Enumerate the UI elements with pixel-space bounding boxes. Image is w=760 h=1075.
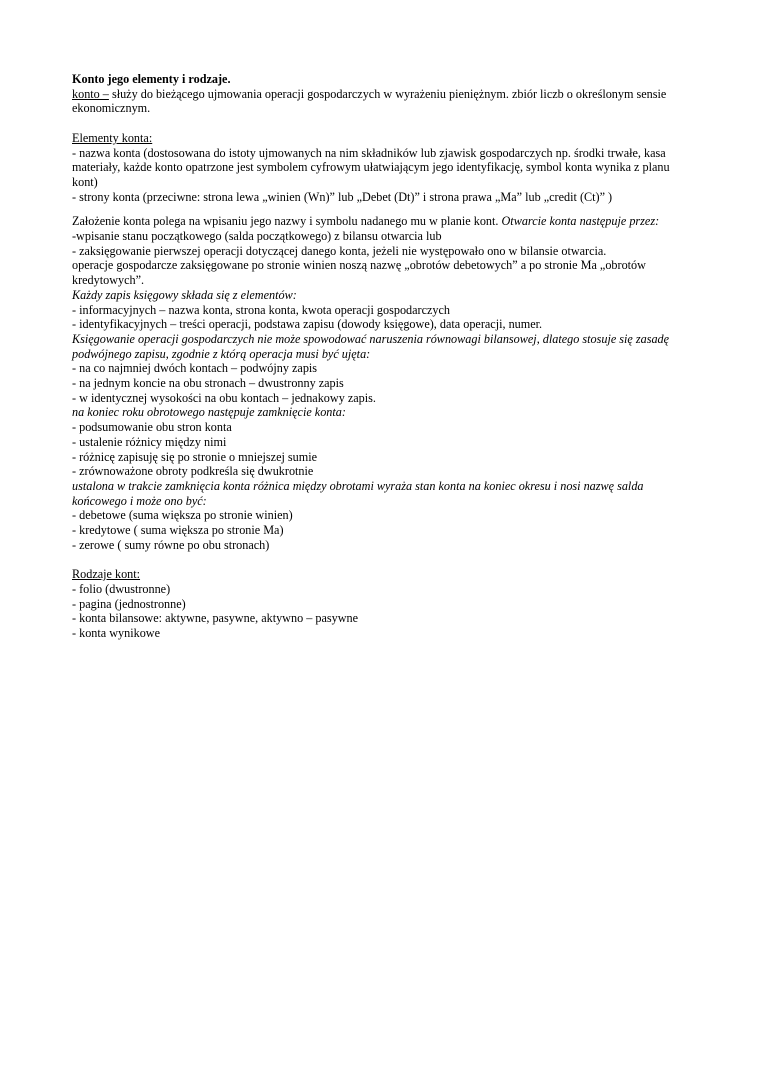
double-entry-heading: Księgowanie operacji gospodarczych nie może spowodować naruszenia równowagi bilansowej, dlatego stosuje się zasadę podwójnego zapisu, zgodnie z którą operacja musi być ujęta: xyxy=(72,331,670,361)
opening-item: -wpisanie stanu początkowego (salda początkowego) z bilansu otwarcia lub xyxy=(72,229,442,244)
closing-heading: na koniec roku obrotowego następuje zamknięcie konta: xyxy=(72,405,346,420)
opening-italic: Otwarcie konta następuje przez: xyxy=(501,214,660,229)
elements-heading: Elementy konta: xyxy=(72,130,153,145)
document-page xyxy=(72,72,692,641)
balance-heading: ustalona w trakcie zamknięcia konta różnica między obrotami wyraża stan konta na koniec okresu i nosi nazwę salda końcowego i może ono być: xyxy=(72,478,644,508)
double-entry-item: - w identycznej wysokości na obu kontach – jednakowy zapis. xyxy=(72,390,376,405)
closing-item: - zrównoważone obroty podkreśla się dwukrotnie xyxy=(72,464,314,479)
elements-item: - strony konta (przeciwne: strona lewa „winien (Wn)” lub „Debet (Dt)” i strona prawa „Ma” lub „credit (Ct)” ) xyxy=(72,189,613,204)
opening-text: Założenie konta polega na wpisaniu jego nazwy i symbolu nadanego mu w planie kont. xyxy=(72,214,502,229)
opening-item: - zaksięgowanie pierwszej operacji dotyczącej danego konta, jeżeli nie występowało ono w bilansie otwarcia. xyxy=(72,243,607,258)
opening-paragraph xyxy=(72,214,692,229)
definition-term: konto – xyxy=(72,86,109,101)
entry-heading: Każdy zapis księgowy składa się z elementów: xyxy=(72,287,297,302)
balance-item: - zerowe ( sumy równe po obu stronach) xyxy=(72,537,270,552)
closing-item: - różnicę zapisuję się po stronie o mniejszej sumie xyxy=(72,449,318,464)
definition-paragraph xyxy=(72,87,692,116)
entry-item: - informacyjnych – nazwa konta, strona konta, kwota operacji gospodarczych xyxy=(72,302,451,317)
closing-item: - ustalenie różnicy między nimi xyxy=(72,434,227,449)
balance-item: - kredytowe ( suma większa po stronie Ma) xyxy=(72,523,284,538)
double-entry-item: - na jednym koncie na obu stronach – dwustronny zapis xyxy=(72,376,344,391)
entry-item: - identyfikacyjnych – treści operacji, podstawa zapisu (dowody księgowe), data operacji, numer. xyxy=(72,317,543,332)
types-item: - konta wynikowe xyxy=(72,625,161,640)
types-heading: Rodzaje kont: xyxy=(72,567,141,582)
balance-item: - debetowe (suma większa po stronie winien) xyxy=(72,508,293,523)
types-item: - konta bilansowe: aktywne, pasywne, aktywno – pasywne xyxy=(72,611,359,626)
document-title: Konto jego elementy i rodzaje. xyxy=(72,72,231,86)
elements-item: - nazwa konta (dostosowana do istoty ujmowanych na nim składników lub zjawisk gospodarczych np. środki trwałe, kasa materiały, każde konto opatrzone jest symbolem cyfrowym ułatwiającym jego identyfikację, symbol konta wynika z planu kont) xyxy=(72,145,670,189)
definition-text: służy do bieżącego ujmowania operacji gospodarczych w wyrażeniu pieniężnym. zbiór liczb o określonym sensie ekonomicznym. xyxy=(72,86,667,116)
double-entry-item: - na co najmniej dwóch kontach – podwójny zapis xyxy=(72,361,318,376)
opening-item: operacje gospodarcze zaksięgowane po stronie winien noszą nazwę „obrotów debetowych” a po stronie Ma „obrotów kredytowych”. xyxy=(72,258,646,288)
types-item: - folio (dwustronne) xyxy=(72,581,171,596)
types-item: - pagina (jednostronne) xyxy=(72,596,186,611)
closing-item: - podsumowanie obu stron konta xyxy=(72,420,232,435)
